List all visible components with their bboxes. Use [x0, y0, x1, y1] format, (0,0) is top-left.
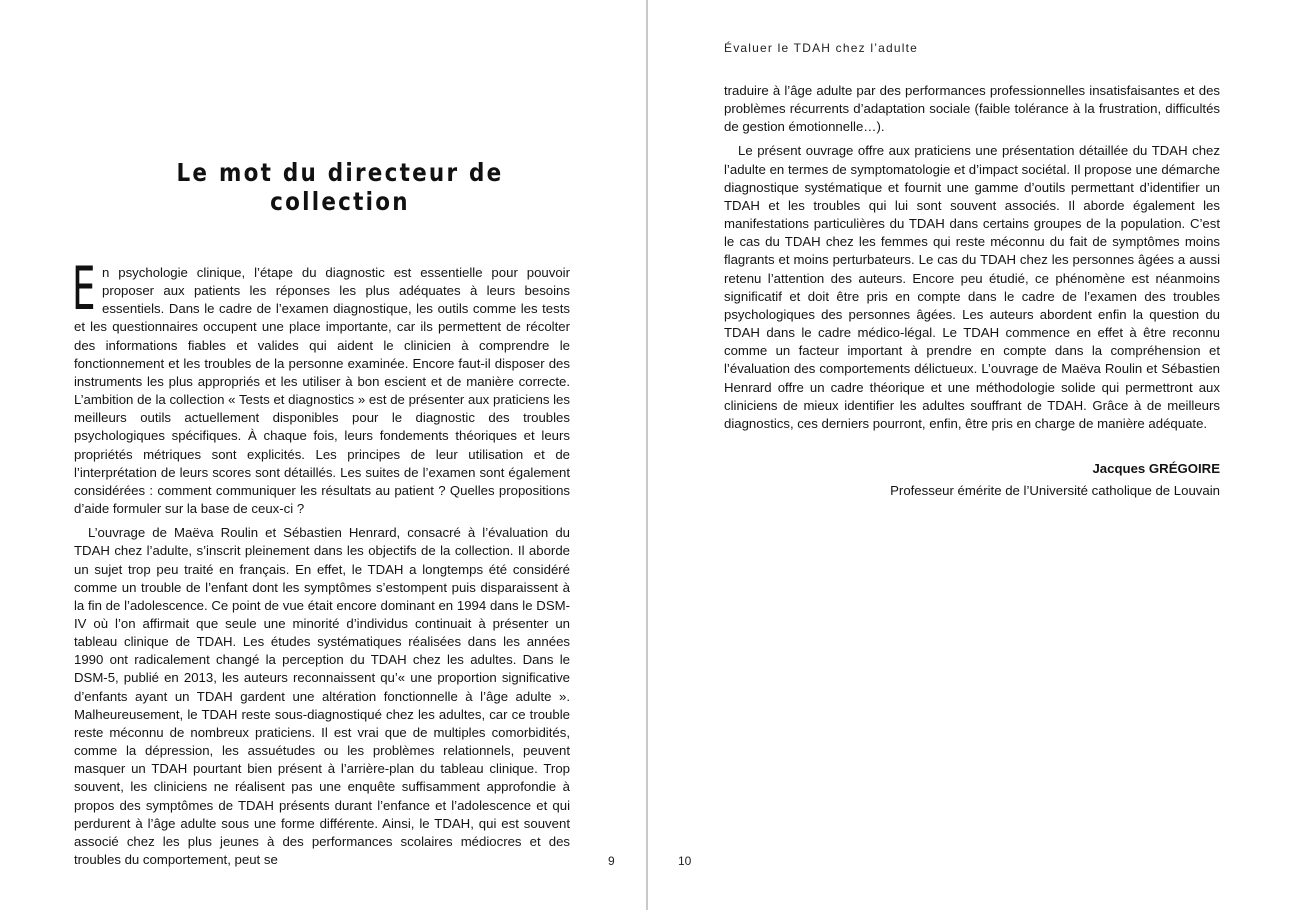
signature-name: Jacques GRÉGOIRE — [1092, 461, 1220, 476]
paragraph-intro — [72, 254, 570, 518]
signature-role: Professeur émérite de l’Université catholique de Louvain — [890, 483, 1220, 498]
page-number-right: 10 — [678, 854, 692, 868]
paragraph-intro-text: n psychologie clinique, l’étape du diagnostic est essentielle pour pouvoir proposer aux patients les réponses les plus adéquates à leurs besoins essentiels. Dans le cadre de l’examen diagnostique, les outils comme les tests et les questionnaires occupent une place importante, car ils permettent de récolter des informations fiables et valides qui aident le clinicien à comprendre le fonctionnement et les troubles de la personne examinée. Encore faut-il disposer des instruments les plus appropriés et les utiliser à bon escient et de manière correcte. L’ambition de la collection « Tests et diagnostics » est de présenter aux praticiens les meilleurs outils actuellement disponibles pour le diagnostic des troubles psychologiques spécifiques. À chaque fois, leurs fondements théoriques et leurs propriétés métriques sont explicités. Les principes de leur utilisation et de l’interprétation de leurs scores sont détaillés. Les suites de l’examen sont également considérées : comment communiquer les résultats au patient ? Quelles propositions d’aide formuler sur la base de ceux-ci ? — [74, 265, 570, 517]
right-page-body — [724, 82, 1220, 439]
right-page — [648, 0, 1293, 910]
paragraph-book-presentation: L’ouvrage de Maëva Roulin et Sébastien Henrard, consacré à l’évaluation du TDAH chez l’adulte, s’inscrit pleinement dans les objectifs de la collection. Il aborde un sujet trop peu traité en français. En effet, le TDAH a longtemps été considéré comme un trouble de l’enfant dont les symptômes s’estompent puis disparaissent à la fin de l’adolescence. Ce point de vue était encore dominant en 1994 dans le DSM-IV où l’on affirmait que seule une minorité d’individus continuait à présenter un tableau clinique de TDAH. Les études systématiques réalisées dans les années 1990 ont radicalement changé la perception du TDAH chez les adultes. Dans le DSM-5, publié en 2013, les auteurs reconnaissent qu’« une proportion significative d’enfants ayant un TDAH gardent une altération fonctionnelle à l’âge adulte ». Malheureusement, le TDAH reste sous-diagnostiqué chez les adultes, car ce trouble reste méconnu de nombreux praticiens. Il est vrai que de multiples comorbidités, comme la dépression, les assuétudes ou les problèmes relationnels, peuvent masquer un TDAH pourtant bien présent à l’arrière-plan du tableau clinique. Trop souvent, les cliniciens ne réalisent pas une enquête suffisamment approfondie à propos des symptômes de TDAH présents durant l’enfance et l’adolescence et qui perdurent à l’âge adulte sous une forme différente. Ainsi, le TDAH, qui est souvent associé chez les plus jeunes à des performances scolaires médiocres et des troubles du comportement, peut se — [74, 525, 570, 867]
running-head: Évaluer le TDAH chez l’adulte — [724, 41, 918, 55]
page-number-left: 9 — [608, 854, 615, 868]
left-page-body — [72, 254, 570, 875]
paragraph-overview: Le présent ouvrage offre aux praticiens une présentation détaillée du TDAH chez l’adulte en termes de symptomatologie et d’impact sociétal. Il propose une démarche diagnostique systématique et fournit une gamme d’outils permettant d’identifier un TDAH et les troubles qui lui sont souvent associés. Il aborde également les manifestations particulières du TDAH dans certains groupes de la population. C’est le cas du TDAH chez les femmes qui reste méconnu du fait de symptômes moins flagrants et moins perturbateurs. Le cas du TDAH chez les personnes âgées a aussi retenu l’attention des auteurs. Encore peu étudié, ce phénomène est néanmoins significatif et doit être pris en compte dans le cadre de l’examen des troubles psychologiques des personnes âgées. Les auteurs abordent enfin la question du TDAH dans le cadre médico-légal. Le TDAH commence en effet à être reconnu comme un facteur important à prendre en compte dans la compréhension et l’évaluation des comportements délictueux. L’ouvrage de Maëva Roulin et Sébastien Henrard offre un cadre théorique et une méthodologie solide qui permettront aux cliniciens de mieux identifier les adultes souffrant de TDAH. Grâce à de meilleurs diagnostics, ces derniers pourront, enfin, être pris en charge de manière adéquate. — [724, 143, 1220, 431]
left-page — [0, 0, 646, 910]
paragraph-continuation: traduire à l’âge adulte par des performances professionnelles insatisfaisantes et des problèmes récurrents d’adaptation sociale (faible tolérance à la frustration, difficultés de gestion émotionnelle…). — [724, 83, 1220, 135]
chapter-title: Le mot du directeur de collection — [176, 158, 504, 216]
drop-cap: E — [72, 254, 96, 324]
